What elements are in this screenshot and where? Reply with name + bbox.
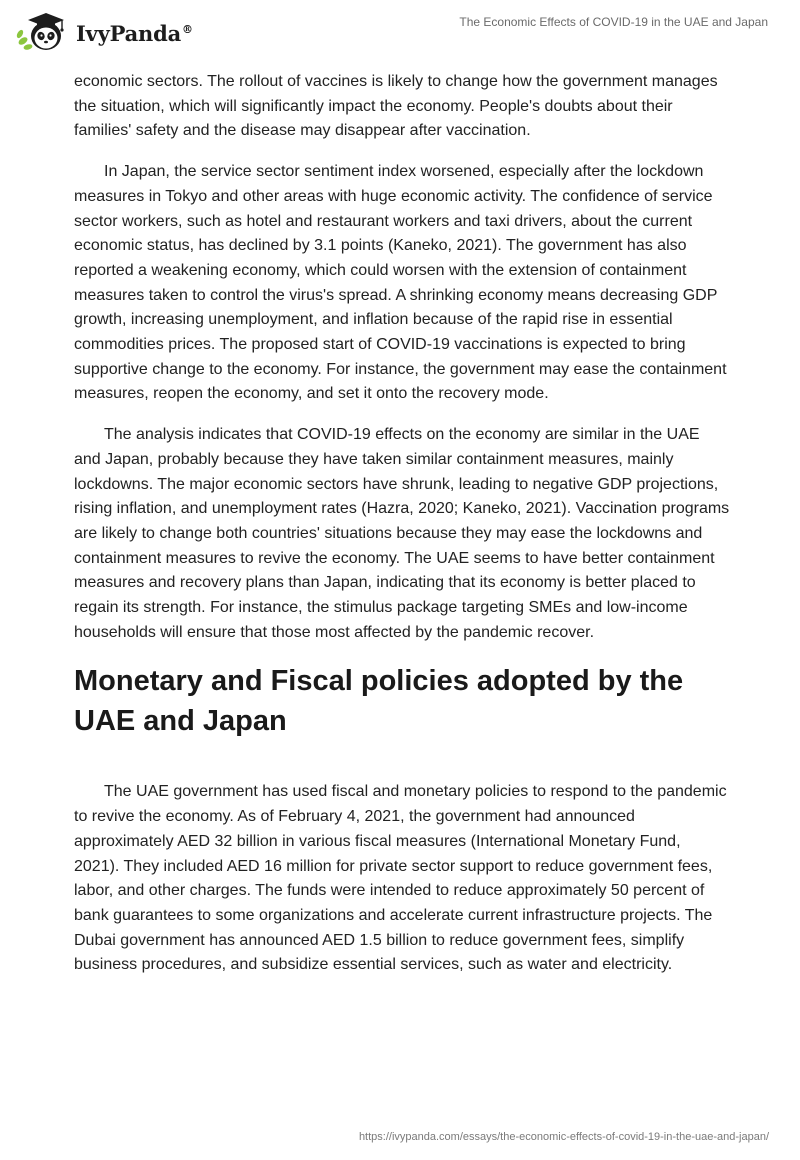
paragraph-japan: In Japan, the service sector sentiment index worsened, especially after the lockdown measures in Tokyo and other areas with huge economic activity. The confidence of service sector workers, such as hotel and restaurant workers and taxi drivers, about the current economic status, has declined by 3.1 points (Kaneko, 2021). The government has also reported a weakening economy, which could worsen with the extension of containment measures taken to control the virus's spread. A shrinking economy means decreasing GDP growth, increasing unemployment, and inflation because of the rapid rise in essential commodities prices. The proposed start of COVID-19 vaccinations is expected to bring supportive change to the economy. For instance, the government may ease the containment measures, reopen the economy, and set it onto the recovery mode. [74, 163, 727, 403]
panda-graduation-cap-icon [14, 8, 70, 54]
page-header [0, 0, 800, 60]
paragraph-analysis: The analysis indicates that COVID-19 effects on the economy are similar in the UAE and Japan, probably because they have taken similar containment measures, mainly lockdowns. The major economic sectors have shrunk, leading to negative GDP projections, rising inflation, and unemployment rates (Hazra, 2020; Kaneko, 2021). Vaccination programs are likely to change both countries' situations because they may ease the lockdowns and containment measures to revive the economy. The UAE seems to have better containment measures and recovery plans than Japan, indicating that its economy is better placed to regain its strength. For instance, the stimulus package targeting SMEs and low-income households will ensure that those most affected by the pandemic recover. [74, 426, 730, 641]
paragraph-continuation: economic sectors. The rollout of vaccines is likely to change how the government manages the situation, which will significantly impact the economy. People's doubts about their families' safety and the disease may disappear after vaccination. [74, 73, 718, 140]
ivypanda-logo[interactable] [14, 8, 193, 54]
section-heading: Monetary and Fiscal policies adopted by the UAE and Japan [74, 665, 684, 738]
brand-name: IvyPanda® [76, 20, 193, 46]
paragraph-uae-policies: The UAE government has used fiscal and monetary policies to respond to the pandemic to revive the economy. As of February 4, 2021, the government had announced approximately AED 32 billion in various fiscal measures (International Monetary Fund, 2021). They included AED 16 million for private sector support to reduce government fees, labor, and other charges. The funds were intended to reduce approximately 50 percent of bank guarantees to some organizations and accelerate current infrastructure projects. The Dubai government has announced AED 1.5 billion to reduce government fees, simplify business procedures, and subsidize essential services, such as water and electricity. [74, 783, 727, 974]
source-url[interactable]: https://ivypanda.com/essays/the-economic-effects-of-covid-19-in-the-uae-and-japan/ [358, 1131, 769, 1143]
document-title: The Economic Effects of COVID-19 in the UAE and Japan [459, 15, 768, 29]
essay-content [74, 70, 730, 994]
